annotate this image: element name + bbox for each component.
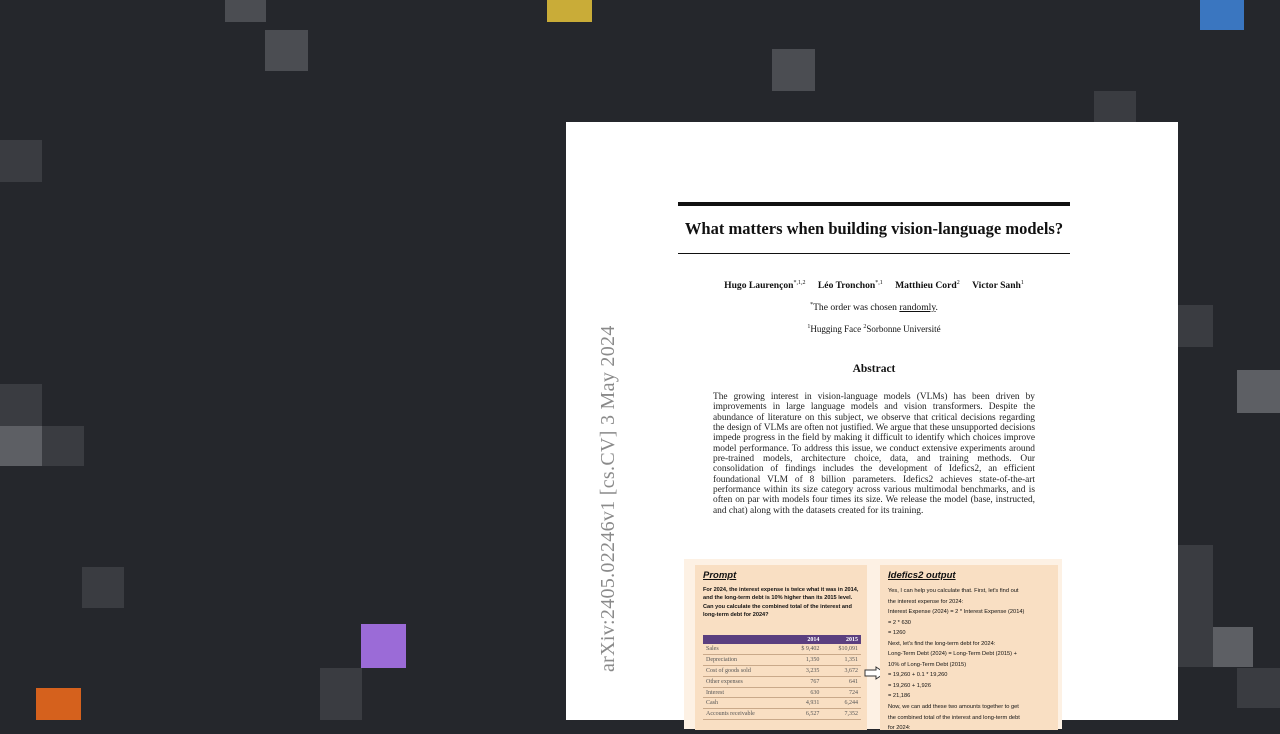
background-tile-purple — [361, 624, 406, 668]
background-tile — [1178, 545, 1213, 587]
randomly-link[interactable]: randomly — [899, 302, 936, 314]
output-line: Now, we can add these two amounts together to get — [888, 704, 1019, 711]
background-tile — [1094, 91, 1136, 122]
table-row: Cash 4,931 6,244 — [703, 698, 861, 709]
background-tile — [265, 30, 308, 71]
prompt-title: Prompt — [703, 570, 737, 581]
background-tile — [225, 0, 266, 22]
background-tile — [1178, 627, 1213, 667]
prompt-text: For 2024, the interest expense is twice what it was in 2014, and the long-term debt is 10% higher than its 2015 level. Can you calculate the combined total of the interest and long-term debt for 2024? — [703, 587, 859, 619]
author: Victor Sanh$^1$ — [972, 280, 1024, 292]
output-line: the interest expense for 2024: — [888, 598, 964, 605]
output-line: Yes, I can help you calculate that. First, let's find out — [888, 588, 1019, 594]
background-tile — [1237, 668, 1280, 708]
background-tile — [0, 140, 42, 182]
output-line: = 19,260 + 1,926 — [888, 682, 932, 689]
background-tile — [1178, 305, 1213, 347]
title-top-rule — [678, 202, 1070, 206]
table-row: Other expenses 767 641 — [703, 676, 861, 687]
background-tile — [0, 384, 42, 426]
output-line: = 1260 — [888, 630, 906, 637]
financial-table — [703, 635, 861, 720]
background-tile-blue — [1200, 0, 1244, 30]
background-tile-yellow — [547, 0, 592, 22]
background-tile — [82, 567, 124, 608]
figure-example — [684, 559, 1062, 732]
output-panel — [880, 565, 1058, 730]
affiliations: $^1$Hugging Face $^2$Sorbonne Université — [807, 324, 941, 334]
background-tile — [320, 668, 362, 720]
output-line: the combined total of the interest and long-term debt — [888, 714, 1020, 721]
output-line: Next, let's find the long-term debt for 2024: — [888, 640, 996, 647]
paper-page — [566, 122, 1178, 732]
output-line: for 2024: — [888, 725, 911, 732]
output-line: Interest Expense (2024) = 2 * Interest Expense (2014) — [888, 609, 1025, 616]
output-line: Long-Term Debt (2024) = Long-Term Debt (2015) + — [888, 651, 1017, 658]
background-tile — [1237, 370, 1280, 413]
table-row: Cost of goods sold 3,235 3,672 — [703, 665, 861, 676]
paper-title: What matters when building vision-language models? — [684, 219, 1064, 238]
background-tile — [0, 426, 42, 466]
background-tile — [772, 49, 815, 91]
table-row: Accounts receivable 6,527 7,352 — [703, 709, 861, 720]
output-title: Idefics2 output — [888, 570, 956, 581]
title-bottom-rule — [678, 253, 1070, 254]
output-line: = 19,260 + 0.1 * 19,260 — [888, 672, 948, 679]
output-line: 10% of Long-Term Debt (2015) — [888, 661, 967, 668]
table-row: Interest 630 724 — [703, 687, 861, 698]
background-tile — [42, 426, 84, 466]
output-text — [888, 586, 1056, 734]
prompt-panel — [695, 565, 867, 730]
background-tile — [1213, 627, 1253, 667]
table-row: Depreciation 1,350 1,351 — [703, 654, 861, 665]
background-tile — [1178, 587, 1213, 627]
abstract-heading: Abstract — [852, 363, 896, 375]
arxiv-identifier: arXiv:2405.02246v1 [cs.CV] 3 May 2024 — [597, 325, 619, 672]
table-row: Sales $ 9,402 $10,091 — [703, 644, 861, 654]
abstract-text: The growing interest in vision-language models (VLMs) has been driven by improvements in large language models and vision transformers. Despite the abundance of literature on this subject, we observe that critical decisions regarding the design of VLMs are often not justified. We argue that these unsupported decisions impede progress in the field by making it difficult to identify which choices improve model performance. To address this issue, we conduct extensive experiments around pre-trained models, architecture choice, data, and training methods. Our consolidation of findings includes the development of Idefics2, an efficient foundational VLM of 8 billion parameters. Idefics2 achieves state-of-the-art performance within its size category across various multimodal benchmarks, and is often on par with models four times its size. We release the model (base, instructed, and chat) along with the datasets created for its training. — [713, 392, 1035, 516]
author: Léo Tronchon$^{*,1}$ — [817, 280, 883, 292]
background-tile-orange — [36, 688, 81, 720]
author-list — [678, 280, 1070, 291]
table-header-row: 2014 2015 — [703, 635, 861, 644]
author-order-note: *The order was chosen randomly. — [810, 302, 938, 314]
output-line: = 21,186 — [888, 693, 911, 700]
output-line: = 2 * 630 — [888, 619, 911, 626]
author: Hugo Laurençon$^{*,1,2}$ — [724, 280, 806, 292]
author: Matthieu Cord$^2$ — [895, 280, 960, 292]
